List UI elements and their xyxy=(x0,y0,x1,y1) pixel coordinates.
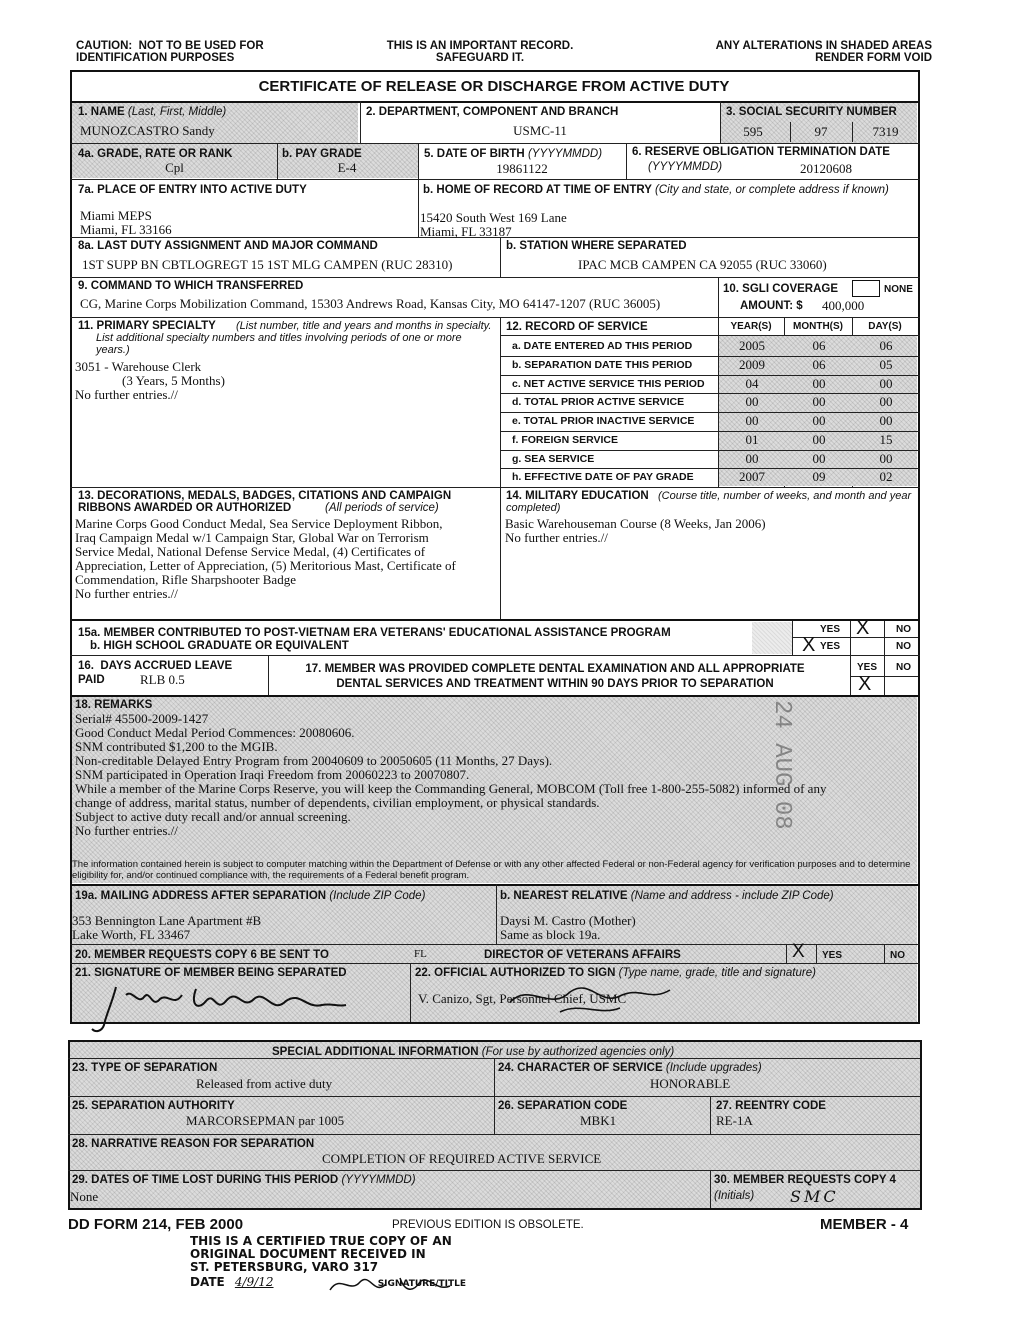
important-record-notice: THIS IS AN IMPORTANT RECORD. SAFEGUARD IT. xyxy=(386,40,574,64)
specialty-line-2: (3 Years, 5 Months) xyxy=(122,373,225,388)
service-row-days: 06 xyxy=(879,338,893,353)
caution-notice: CAUTION: NOT TO BE USED FOR IDENTIFICATION PURPOSES xyxy=(76,40,264,64)
sgli-amount-label: AMOUNT: $ xyxy=(740,300,803,312)
special-info-header: SPECIAL ADDITIONAL INFORMATION (For use by authorized agencies only) xyxy=(272,1046,675,1058)
education-hint: (Course title, number of weeks, and month and year completed) xyxy=(506,490,912,514)
certified-date-label: DATE xyxy=(190,1275,225,1289)
last-duty-label: 8a. LAST DUTY ASSIGNMENT AND MAJOR COMMAND xyxy=(78,240,378,252)
ssn-part-1: 595 xyxy=(743,124,763,139)
official-value: V. Canizo, Sgt, Personnel Chief, USMC xyxy=(418,991,627,1006)
months-column-header: MONTH(S) xyxy=(793,321,843,332)
department-label: 2. DEPARTMENT, COMPONENT AND BRANCH xyxy=(366,106,619,118)
decorations-line-4: Appreciation, Letter of Appreciation, (5) Meritorious Mast, Certificate of xyxy=(75,558,456,573)
service-row-months: 06 xyxy=(812,338,826,353)
reserve-obligation-label: 6. RESERVE OBLIGATION TERMINATION DATE xyxy=(632,146,890,158)
department-value: USMC-11 xyxy=(513,123,567,138)
separation-authority-value: MARCORSEPMAN par 1005 xyxy=(186,1113,345,1128)
service-row-divider xyxy=(500,412,920,413)
service-row-days: 00 xyxy=(879,413,893,428)
name-label: 1. NAME (Last, First, Middle) xyxy=(78,106,227,118)
dob-value: 19861122 xyxy=(496,161,548,176)
narrative-reason-value: COMPLETION OF REQUIRED ACTIVE SERVICE xyxy=(322,1151,602,1166)
accrued-leave-label: 16. DAYS ACCRUED LEAVE PAID xyxy=(78,660,233,686)
service-row-label: b. SEPARATION DATE THIS PERIOD xyxy=(512,358,693,371)
service-row-days: 02 xyxy=(879,469,893,485)
home-of-record-line-2: Miami, FL 33187 xyxy=(420,224,512,239)
service-row-years: 00 xyxy=(745,450,759,466)
service-row-label: g. SEA SERVICE xyxy=(512,452,595,465)
q15b-no-label: NO xyxy=(896,641,911,652)
q17-yes-mark[interactable]: X xyxy=(858,673,872,695)
command-transferred-label: 9. COMMAND TO WHICH TRANSFERRED xyxy=(78,280,304,292)
service-row-label: a. DATE ENTERED AD THIS PERIOD xyxy=(512,340,693,352)
remarks-line: change of address, marital status, number of dependents, civilian employment, or physical standards. xyxy=(75,795,600,810)
form-title: CERTIFICATE OF RELEASE OR DISCHARGE FROM ACTIVE DUTY xyxy=(258,78,730,95)
q17-yes-label: YES xyxy=(857,662,878,673)
separation-code-value: MBK1 xyxy=(580,1113,617,1128)
command-transferred-value: CG, Marine Corps Mobilization Command, 15303 Andrews Road, Kansas City, MO 64147-1207 (RUC 36005) xyxy=(80,296,661,311)
dob-label: 5. DATE OF BIRTH (YYYYMMDD) xyxy=(424,148,603,160)
service-row-years: 2007 xyxy=(739,469,765,485)
service-row-months: 00 xyxy=(812,375,826,391)
service-row-days: 00 xyxy=(879,394,893,410)
separation-type-value: Released from active duty xyxy=(196,1076,333,1091)
sgli-amount-value: 400,000 xyxy=(822,298,865,313)
decorations-line-1: Marine Corps Good Conduct Medal, Sea Service Deployment Ribbon, xyxy=(75,516,443,531)
copy4-initials: SMC xyxy=(790,1187,839,1206)
separation-type-label: 23. TYPE OF SEPARATION xyxy=(72,1062,218,1074)
service-row-label: c. NET ACTIVE SERVICE THIS PERIOD xyxy=(512,377,705,390)
nearest-relative-line-1: Daysi M. Castro (Mother) xyxy=(500,913,636,928)
remarks-line: No further entries.// xyxy=(75,823,178,838)
copy4-hint: (Initials) xyxy=(714,1190,755,1202)
service-row-days: 15 xyxy=(879,431,893,447)
privacy-notice: The information contained herein is subject to computer matching within the Department of Defense or with any other affected Federal or non-Federal agency for verification purposes and to determine eligibility for, and/or continued compliance with, the requirements of a Federal benefit program. xyxy=(72,859,911,881)
station-separated-label: b. STATION WHERE SEPARATED xyxy=(506,240,687,252)
service-row-days: 00 xyxy=(879,375,893,391)
form-number: DD FORM 214, FEB 2000 xyxy=(68,1216,244,1233)
hs-graduate-question: b. HIGH SCHOOL GRADUATE OR EQUIVALENT xyxy=(90,640,349,652)
service-row-label: e. TOTAL PRIOR INACTIVE SERVICE xyxy=(512,415,695,427)
service-row-months: 00 xyxy=(812,413,826,428)
pay-grade-value: E-4 xyxy=(337,160,357,175)
decorations-line-3: Service Medal, National Defense Service Medal, (4) Certificates of xyxy=(75,544,426,559)
service-row-divider xyxy=(500,468,920,469)
service-row-months: 06 xyxy=(812,356,826,372)
previous-edition-note: PREVIOUS EDITION IS OBSOLETE. xyxy=(392,1219,584,1231)
ssn-part-3: 7319 xyxy=(872,124,899,139)
service-row-months: 00 xyxy=(812,394,826,410)
separation-authority-label: 25. SEPARATION AUTHORITY xyxy=(72,1100,235,1112)
q15b-yes-mark[interactable]: X xyxy=(802,634,816,656)
home-of-record-line-1: 15420 South West 169 Lane xyxy=(420,210,567,225)
certified-line-3: ST. PETERSBURG, VARO 317 xyxy=(190,1260,379,1274)
character-of-service-value: HONORABLE xyxy=(650,1076,731,1091)
q15b-yes-label: YES xyxy=(820,641,841,652)
decorations-label: 13. DECORATIONS, MEDALS, BADGES, CITATIONS AND CAMPAIGN RIBBONS AWARDED OR AUTHORIZED xyxy=(78,490,452,514)
decorations-line-5: Commendation, Rifle Sharpshooter Badge xyxy=(75,572,296,587)
remarks-line: SNM participated in Operation Iraqi Freedom from 20060223 to 20070807. xyxy=(75,767,470,782)
service-row-days: 05 xyxy=(879,356,893,372)
years-column-header: YEAR(S) xyxy=(730,321,772,332)
entry-place-line-2: Miami, FL 33166 xyxy=(80,222,172,237)
alterations-notice: ANY ALTERATIONS IN SHADED AREAS RENDER FORM VOID xyxy=(715,40,932,64)
mailing-address-line-2: Lake Worth, FL 33467 xyxy=(72,927,191,942)
ssn-label: 3. SOCIAL SECURITY NUMBER xyxy=(726,106,897,118)
veap-question: 15a. MEMBER CONTRIBUTED TO POST-VIETNAM ERA VETERANS' EDUCATIONAL ASSISTANCE PROGRAM xyxy=(78,627,671,639)
grade-label: 4a. GRADE, RATE OR RANK xyxy=(78,148,233,160)
q15-shade xyxy=(752,622,792,654)
reserve-obligation-value: 20120608 xyxy=(800,161,852,176)
certified-line-2: ORIGINAL DOCUMENT RECEIVED IN xyxy=(190,1247,426,1261)
certified-signature-label: SIGNATURE/TITLE xyxy=(377,1279,467,1289)
accrued-leave-value: RLB 0.5 xyxy=(140,672,185,687)
nearest-relative-label: b. NEAREST RELATIVE (Name and address - include ZIP Code) xyxy=(500,890,834,902)
name-value: MUNOZCASTRO Sandy xyxy=(80,123,215,138)
decorations-line-2: Iraq Campaign Medal w/1 Campaign Star, Global War on Terrorism xyxy=(75,530,429,545)
decorations-hint: (All periods of service) xyxy=(325,502,439,514)
q17-no-label: NO xyxy=(896,662,911,673)
mailing-address-line-1: 353 Bennington Lane Apartment #B xyxy=(72,913,262,928)
reentry-code-label: 27. REENTRY CODE xyxy=(716,1100,826,1112)
narrative-reason-label: 28. NARRATIVE REASON FOR SEPARATION xyxy=(72,1138,315,1150)
separation-code-label: 26. SEPARATION CODE xyxy=(498,1100,628,1112)
q15a-no-label: NO xyxy=(896,624,911,635)
ssn-part-2: 97 xyxy=(814,124,828,139)
pay-grade-label: b. PAY GRADE xyxy=(282,148,362,160)
reserve-obligation-hint: (YYYYMMDD) xyxy=(648,161,723,173)
service-row-years: 00 xyxy=(745,394,759,410)
official-signature xyxy=(500,972,680,1022)
service-row-divider xyxy=(500,393,920,394)
education-line-1: Basic Warehouseman Course (8 Weeks, Jan 2006) xyxy=(505,516,766,531)
service-row-label: h. EFFECTIVE DATE OF PAY GRADE xyxy=(512,471,694,484)
service-row-months: 09 xyxy=(812,469,826,485)
character-of-service-label: 24. CHARACTER OF SERVICE (Include upgrades) xyxy=(498,1062,762,1074)
decorations-line-6: No further entries.// xyxy=(75,586,178,601)
q15a-no-mark[interactable]: X xyxy=(856,617,870,639)
station-separated-value: IPAC MCB CAMPEN CA 92055 (RUC 33060) xyxy=(578,257,827,272)
time-lost-label: 29. DATES OF TIME LOST DURING THIS PERIOD (YYYYMMDD) xyxy=(72,1174,416,1186)
specialty-label: 11. PRIMARY SPECIALTY xyxy=(78,320,216,332)
remarks-label: 18. REMARKS xyxy=(75,699,153,711)
copy6-yes-mark[interactable]: X xyxy=(792,941,805,962)
service-row-label: d. TOTAL PRIOR ACTIVE SERVICE xyxy=(512,396,685,409)
service-row-years: 04 xyxy=(745,375,759,391)
sgli-label: 10. SGLI COVERAGE xyxy=(723,283,839,295)
official-label: 22. OFFICIAL AUTHORIZED TO SIGN (Type name, grade, title and signature) xyxy=(415,967,816,979)
service-row-years: 00 xyxy=(745,413,759,428)
member-copy-label: MEMBER - 4 xyxy=(820,1216,909,1233)
record-of-service-label: 12. RECORD OF SERVICE xyxy=(506,321,648,333)
specialty-line-1: 3051 - Warehouse Clerk xyxy=(75,359,202,374)
reentry-code-value: RE-1A xyxy=(716,1113,753,1128)
certified-date-value: 4/9/12 xyxy=(234,1275,274,1289)
time-lost-value: None xyxy=(70,1189,99,1204)
copy4-label: 30. MEMBER REQUESTS COPY 4 xyxy=(714,1174,896,1186)
sgli-none-label: NONE xyxy=(884,284,913,295)
service-row-months: 00 xyxy=(812,431,826,447)
remarks-line: While a member of the Marine Corps Reserve, you will keep the Commanding General, MOBCOM (Toll free 1-800-255-5082) informed of any xyxy=(75,781,827,796)
remarks-line: Subject to active duty recall and/or annual screening. xyxy=(75,809,351,824)
copy6-label: 20. MEMBER REQUESTS COPY 6 BE SENT TO xyxy=(75,949,329,961)
remarks-line: Good Conduct Medal Period Commences: 20080606. xyxy=(75,725,355,740)
date-stamp: 24 AUG 08 xyxy=(768,700,795,830)
certified-line-1: THIS IS A CERTIFIED TRUE COPY OF AN xyxy=(190,1234,452,1248)
education-line-2: No further entries.// xyxy=(505,530,608,545)
sgli-none-checkbox[interactable] xyxy=(852,280,880,297)
last-duty-value: 1ST SUPP BN CBTLOGREGT 15 1ST MLG CAMPEN (RUC 28310) xyxy=(82,257,453,272)
copy6-office: DIRECTOR OF VETERANS AFFAIRS xyxy=(484,949,681,961)
days-column-header: DAY(S) xyxy=(868,321,902,332)
service-row-months: 00 xyxy=(812,450,826,466)
service-row-years: 2009 xyxy=(739,356,765,372)
mailing-address-label: 19a. MAILING ADDRESS AFTER SEPARATION (Include ZIP Code) xyxy=(75,890,426,902)
service-row-days: 00 xyxy=(879,450,893,466)
service-row-years: 01 xyxy=(745,431,759,447)
education-label: 14. MILITARY EDUCATION xyxy=(506,490,649,502)
entry-place-line-1: Miami MEPS xyxy=(80,208,152,223)
q15a-yes-label: YES xyxy=(820,624,841,635)
specialty-hint: (List number, title and years and months in specialty. List additional specialty numbers and titles involving periods of one or more years.) xyxy=(96,320,492,356)
entry-place-label: 7a. PLACE OF ENTRY INTO ACTIVE DUTY xyxy=(78,184,307,196)
remarks-line: Serial# 45500-2009-1427 xyxy=(75,711,209,726)
remarks-line: Non-creditable Delayed Entry Program from 20040609 to 20050605 (11 Months, 27 Days). xyxy=(75,753,553,768)
service-row-years: 2005 xyxy=(739,338,765,353)
nearest-relative-line-2: Same as block 19a. xyxy=(500,927,601,942)
member-signature xyxy=(86,975,366,1035)
copy6-yes-label: YES xyxy=(822,950,843,961)
dental-question: 17. MEMBER WAS PROVIDED COMPLETE DENTAL EXAMINATION AND ALL APPROPRIATE DENTAL SERVICES AND TREATMENT WITHIN 90 DAYS PRIOR TO SEPARATION xyxy=(305,663,805,690)
grade-value: Cpl xyxy=(165,160,184,175)
certifier-signature xyxy=(320,1270,460,1300)
member-signature-label: 21. SIGNATURE OF MEMBER BEING SEPARATED xyxy=(75,967,347,979)
remarks-line: SNM contributed $1,200 to the MGIB. xyxy=(75,739,278,754)
copy6-no-label: NO xyxy=(890,950,905,961)
home-of-record-label: b. HOME OF RECORD AT TIME OF ENTRY (City and state, or complete address if known) xyxy=(423,184,889,196)
specialty-line-3: No further entries.// xyxy=(75,387,178,402)
copy6-state: FL xyxy=(414,948,427,960)
service-row-label: f. FOREIGN SERVICE xyxy=(512,433,618,446)
